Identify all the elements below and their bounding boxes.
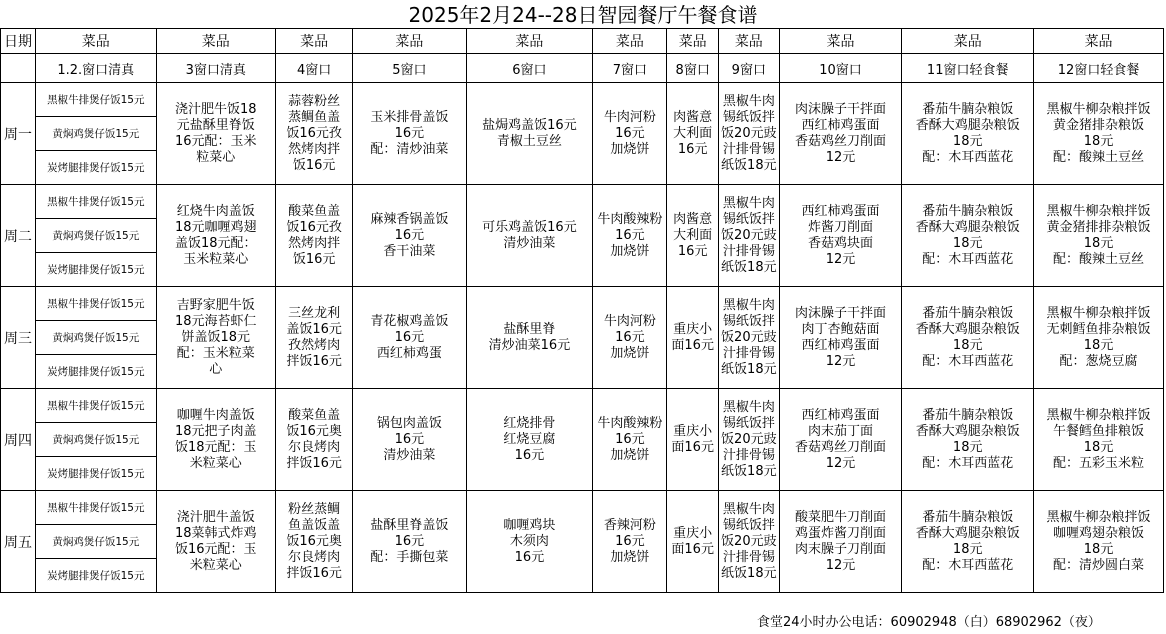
menu-line: 饭16元 [292, 157, 336, 173]
menu-line: 16元 [514, 447, 545, 463]
day-label: 周五 [1, 491, 36, 593]
window-header: 1.2.窗口清真 [36, 54, 157, 83]
menu-line: 汁排骨锡 [722, 549, 775, 565]
menu-line: 酸菜鱼盖 [288, 203, 341, 219]
menu-line: 面16元 [671, 439, 714, 455]
menu-line: 肉丁杏鲍菇面 [801, 321, 880, 337]
menu-cell [779, 287, 902, 389]
menu-cell [593, 287, 667, 389]
menu-line: 香菇鸡丝刀削面 [794, 133, 886, 149]
dish-header: 菜品 [276, 29, 353, 54]
menu-line: 锅包肉盖饭 [376, 415, 442, 431]
menu-line: 心 [209, 361, 223, 377]
menu-line: 拌饭16元 [286, 353, 342, 369]
fixed-item: 炭烤腿排煲仔饭15元 [36, 355, 157, 389]
date-header: 日期 [1, 29, 36, 54]
menu-cell [353, 83, 466, 185]
menu-line: 黄金猪排杂粮饭 [1053, 117, 1145, 133]
page-title: 2025年2月24--28日智园餐厅午餐食谱 [408, 3, 758, 27]
menu-line: 饭20元豉 [721, 329, 777, 345]
menu-line: 尔良烤肉 [288, 549, 341, 565]
menu-line: 16元 [677, 141, 708, 157]
menu-line: 饭20元豉 [721, 533, 777, 549]
dish-header: 菜品 [902, 29, 1034, 54]
menu-line: 汁排骨锡 [722, 345, 775, 361]
menu-line: 粒菜心 [196, 149, 236, 165]
menu-cell [779, 491, 902, 593]
menu-cell [353, 389, 466, 491]
menu-cell [718, 185, 779, 287]
menu-cell [1034, 389, 1164, 491]
menu-line: 饼盖饭18元 [181, 329, 251, 345]
menu-line: 饭20元豉 [721, 227, 777, 243]
menu-line: 18菜韩式炸鸡 [175, 525, 257, 541]
menu-cell [667, 83, 719, 185]
menu-line: 面16元 [671, 337, 714, 353]
menu-line: 配：酸辣土豆丝 [1053, 251, 1145, 267]
menu-line: 汁排骨锡 [722, 447, 775, 463]
menu-line: 配：木耳西蓝花 [922, 353, 1014, 369]
menu-cell [902, 83, 1034, 185]
dish-header: 菜品 [593, 29, 667, 54]
menu-line: 三丝龙利 [288, 305, 341, 321]
menu-line: 16元配：玉米 [175, 133, 257, 149]
menu-line: 加烧饼 [610, 549, 650, 565]
menu-line: 咖喱鸡块 [503, 517, 556, 533]
menu-cell [276, 389, 353, 491]
menu-line: 麻辣香锅盖饭 [370, 211, 449, 227]
menu-line: 配：清炒圆白菜 [1053, 557, 1145, 573]
fixed-item: 黄焖鸡煲仔饭15元 [36, 525, 157, 559]
menu-line: 16元 [514, 549, 545, 565]
menu-line: 肉末茄丁面 [807, 423, 873, 439]
menu-line: 配：木耳西蓝花 [922, 251, 1014, 267]
day-row [1, 389, 1164, 423]
menu-line: 盖饭18元配： [175, 235, 257, 251]
menu-line: 饭20元豉 [721, 125, 777, 141]
menu-line: 饭16元孜 [286, 219, 342, 235]
menu-line: 清炒油菜 [383, 447, 436, 463]
menu-line: 16元 [394, 227, 425, 243]
window-header: 5窗口 [353, 54, 466, 83]
menu-line: 黄金猪排排杂粮饭 [1046, 219, 1151, 235]
menu-line: 番茄牛腩杂粮饭 [922, 203, 1014, 219]
menu-line: 拌饭16元 [286, 565, 342, 581]
header-row [1, 29, 1164, 54]
menu-line: 18元把子肉盖 [175, 423, 257, 439]
menu-line: 重庆小 [673, 321, 713, 337]
menu-line: 16元 [394, 329, 425, 345]
window-header: 4窗口 [276, 54, 353, 83]
fixed-item: 炭烤腿排煲仔饭15元 [36, 457, 157, 491]
menu-line: 16元 [394, 431, 425, 447]
menu-line: 鸡蛋炸酱刀削面 [794, 525, 886, 541]
menu-line: 12元 [825, 557, 856, 573]
menu-cell [667, 389, 719, 491]
fixed-item: 黄焖鸡煲仔饭15元 [36, 219, 157, 253]
dish-header: 菜品 [779, 29, 902, 54]
menu-line: 黑椒牛肉 [722, 93, 775, 109]
menu-line: 纸饭18元 [721, 463, 777, 479]
menu-line: 香酥大鸡腿杂粮饭 [915, 423, 1020, 439]
menu-line: 浇汁肥牛盖饭 [176, 509, 255, 525]
window-header: 8窗口 [667, 54, 719, 83]
menu-line: 18元 [952, 133, 983, 149]
menu-line: 香酥大鸡腿杂粮饭 [915, 525, 1020, 541]
fixed-item: 黄焖鸡煲仔饭15元 [36, 117, 157, 151]
menu-line: 红烧排骨 [503, 415, 556, 431]
menu-line: 18元 [1083, 439, 1114, 455]
day-row [1, 83, 1164, 117]
menu-cell [156, 287, 275, 389]
menu-line: 配：葱烧豆腐 [1059, 353, 1138, 369]
dish-header: 菜品 [36, 29, 157, 54]
menu-line: 大利面 [673, 125, 713, 141]
menu-line: 饭16元奥 [286, 533, 342, 549]
menu-line: 加烧饼 [610, 447, 650, 463]
menu-line: 16元 [615, 329, 645, 345]
menu-line: 香辣河粉 [603, 517, 656, 533]
menu-line: 番茄牛腩杂粮饭 [922, 305, 1014, 321]
menu-cell [156, 185, 275, 287]
menu-cell [902, 389, 1034, 491]
menu-line: 16元 [615, 431, 645, 447]
menu-cell [718, 491, 779, 593]
menu-cell [593, 389, 667, 491]
menu-cell [353, 185, 466, 287]
menu-line: 黑椒牛肉 [722, 399, 775, 415]
menu-cell [779, 389, 902, 491]
menu-cell [902, 185, 1034, 287]
menu-line: 无刺鳕鱼排杂粮饭 [1046, 321, 1151, 337]
window-header: 9窗口 [718, 54, 779, 83]
menu-line: 粉丝蒸鲷 [288, 501, 341, 517]
day-row [1, 491, 1164, 525]
menu-line: 配：酸辣土豆丝 [1053, 149, 1145, 165]
fixed-item: 黑椒牛排煲仔饭15元 [36, 185, 157, 219]
menu-line: 锡纸饭拌 [722, 211, 775, 227]
menu-line: 米粒菜心 [189, 455, 242, 471]
menu-line: 然烤肉拌 [288, 235, 341, 251]
menu-cell [667, 287, 719, 389]
menu-line: 锡纸饭拌 [722, 313, 775, 329]
menu-line: 重庆小 [673, 525, 713, 541]
window-header-empty [1, 54, 36, 83]
menu-line: 12元 [825, 149, 856, 165]
fixed-item: 炭烤腿排煲仔饭15元 [36, 559, 157, 593]
menu-line: 肉沫臊子干拌面 [794, 305, 886, 321]
menu-line: 锡纸饭拌 [722, 109, 775, 125]
menu-line: 米粒菜心 [189, 557, 242, 573]
menu-line: 红烧牛肉盖饭 [176, 203, 255, 219]
menu-line: 蒸鲷鱼盖 [288, 109, 341, 125]
day-row [1, 287, 1164, 321]
menu-cell [593, 491, 667, 593]
menu-cell [276, 185, 353, 287]
window-header: 3窗口清真 [156, 54, 275, 83]
menu-line: 配：木耳西蓝花 [922, 149, 1014, 165]
day-label: 周二 [1, 185, 36, 287]
menu-cell [718, 287, 779, 389]
menu-line: 18元 [1083, 541, 1114, 557]
dish-header: 菜品 [156, 29, 275, 54]
menu-cell [353, 491, 466, 593]
menu-line: 西红柿鸡蛋 [376, 345, 442, 361]
menu-line: 蒜蓉粉丝 [288, 93, 341, 109]
menu-line: 饭18元配：玉 [175, 439, 257, 455]
menu-line: 12元 [825, 353, 856, 369]
menu-line: 浇汁肥牛饭18 [175, 101, 257, 117]
menu-cell [667, 491, 719, 593]
menu-line: 番茄牛腩杂粮饭 [922, 407, 1014, 423]
menu-cell [779, 83, 902, 185]
menu-line: 盐酥里脊盖饭 [370, 517, 449, 533]
menu-line: 拌饭16元 [286, 455, 342, 471]
menu-line: 饭16元孜 [286, 125, 342, 141]
menu-line: 18元 [1083, 337, 1114, 353]
menu-cell [1034, 83, 1164, 185]
menu-line: 配：五彩玉米粒 [1053, 455, 1145, 471]
menu-line: 西红柿鸡蛋面 [801, 407, 880, 423]
menu-line: 鱼盖饭盖 [288, 517, 341, 533]
day-label: 周四 [1, 389, 36, 491]
window-header: 12窗口轻食餐 [1034, 54, 1164, 83]
menu-cell [902, 491, 1034, 593]
fixed-item: 黄焖鸡煲仔饭15元 [36, 423, 157, 457]
window-header: 10窗口 [779, 54, 902, 83]
menu-line: 18元 [952, 439, 983, 455]
menu-line: 香酥大鸡腿杂粮饭 [915, 117, 1020, 133]
menu-cell [902, 287, 1034, 389]
menu-cell [156, 491, 275, 593]
menu-line: 12元 [825, 455, 856, 471]
menu-cell [593, 83, 667, 185]
menu-line: 青椒土豆丝 [496, 133, 562, 149]
window-header: 6窗口 [466, 54, 593, 83]
menu-line: 纸饭18元 [721, 565, 777, 581]
menu-line: 饭16元奥 [286, 423, 342, 439]
menu-line: 吉野家肥牛饭 [176, 297, 255, 313]
menu-line: 可乐鸡盖饭16元 [482, 219, 577, 235]
menu-line: 配：清炒油菜 [370, 141, 449, 157]
menu-line: 牛肉河粉 [603, 313, 656, 329]
menu-line: 清炒油菜 [503, 235, 556, 251]
menu-cell [667, 185, 719, 287]
menu-line: 锡纸饭拌 [722, 415, 775, 431]
menu-line: 面16元 [671, 541, 714, 557]
menu-cell [1034, 185, 1164, 287]
menu-cell [593, 185, 667, 287]
menu-line: 西红柿鸡蛋面 [801, 337, 880, 353]
menu-table [0, 28, 1164, 593]
menu-line: 18元 [952, 541, 983, 557]
menu-line: 配：手撕包菜 [370, 549, 449, 565]
menu-line: 玉米排骨盖饭 [370, 109, 449, 125]
menu-line: 16元 [615, 125, 645, 141]
menu-cell [156, 83, 275, 185]
menu-line: 盐酥里脊 [503, 321, 556, 337]
menu-line: 香酥大鸡腿杂粮饭 [915, 321, 1020, 337]
menu-cell [466, 491, 593, 593]
fixed-item: 炭烤腿排煲仔饭15元 [36, 253, 157, 287]
menu-line: 饭20元豉 [721, 431, 777, 447]
menu-line: 红烧豆腐 [503, 431, 556, 447]
dish-header: 菜品 [667, 29, 719, 54]
menu-cell [466, 389, 593, 491]
menu-line: 元盐酥里脊饭 [176, 117, 255, 133]
menu-line: 大利面 [673, 227, 713, 243]
menu-line: 16元 [394, 533, 425, 549]
menu-cell [1034, 287, 1164, 389]
menu-line: 番茄牛腩杂粮饭 [922, 509, 1014, 525]
fixed-item: 黑椒牛排煲仔饭15元 [36, 389, 157, 423]
menu-line: 木须肉 [509, 533, 549, 549]
menu-line: 香菇鸡丝刀削面 [794, 439, 886, 455]
menu-line: 饭16元配：玉 [175, 541, 257, 557]
menu-line: 西红柿鸡蛋面 [801, 117, 880, 133]
menu-line: 黑椒牛柳杂粮拌饭 [1046, 305, 1151, 321]
menu-line: 西红柿鸡蛋面 [801, 203, 880, 219]
menu-line: 黑椒牛肉 [722, 195, 775, 211]
menu-line: 16元 [615, 533, 645, 549]
menu-line: 锡纸饭拌 [722, 517, 775, 533]
menu-line: 黑椒牛柳杂粮拌饭 [1046, 509, 1151, 525]
menu-line: 18元海苔虾仁 [175, 313, 257, 329]
menu-line: 12元 [825, 251, 856, 267]
window-header: 7窗口 [593, 54, 667, 83]
fixed-item: 黄焖鸡煲仔饭15元 [36, 321, 157, 355]
menu-cell [276, 491, 353, 593]
menu-line: 配：木耳西蓝花 [922, 455, 1014, 471]
menu-line: 黑椒牛肉 [722, 297, 775, 313]
menu-line: 肉沫臊子干拌面 [794, 101, 886, 117]
menu-line: 肉酱意 [673, 211, 713, 227]
menu-line: 玉米粒菜心 [183, 251, 249, 267]
menu-line: 加烧饼 [610, 345, 650, 361]
dish-header: 菜品 [466, 29, 593, 54]
menu-line: 清炒油菜16元 [488, 337, 571, 353]
menu-line: 黑椒牛柳杂粮拌饭 [1046, 407, 1151, 423]
menu-line: 16元 [394, 125, 425, 141]
dish-header: 菜品 [1034, 29, 1164, 54]
menu-line: 18元 [1083, 235, 1114, 251]
menu-cell [718, 389, 779, 491]
menu-line: 午餐鳕鱼排粮饭 [1053, 423, 1145, 439]
menu-line: 18元咖喱鸡翅 [175, 219, 257, 235]
menu-line: 18元 [1083, 133, 1114, 149]
day-row [1, 185, 1164, 219]
menu-line: 孜然烤肉 [288, 337, 341, 353]
menu-line: 肉末臊子刀削面 [794, 541, 886, 557]
menu-line: 纸饭18元 [721, 157, 777, 173]
menu-line: 酸菜鱼盖 [288, 407, 341, 423]
menu-line: 饭16元 [292, 251, 336, 267]
menu-line: 酸菜肥牛刀削面 [794, 509, 886, 525]
menu-line: 盐焗鸡盖饭16元 [482, 117, 577, 133]
menu-line: 咖喱鸡翅杂粮饭 [1053, 525, 1145, 541]
menu-line: 牛肉酸辣粉 [597, 415, 663, 431]
menu-cell [466, 83, 593, 185]
menu-line: 黑椒牛柳杂粮拌饭 [1046, 203, 1151, 219]
menu-cell [276, 287, 353, 389]
menu-line: 盖饭16元 [286, 321, 342, 337]
menu-line: 18元 [952, 337, 983, 353]
menu-cell [276, 83, 353, 185]
fixed-item: 炭烤腿排煲仔饭15元 [36, 151, 157, 185]
menu-line: 咖喱牛肉盖饭 [176, 407, 255, 423]
menu-line: 香酥大鸡腿杂粮饭 [915, 219, 1020, 235]
menu-cell [1034, 491, 1164, 593]
menu-line: 香干油菜 [383, 243, 436, 259]
menu-cell [718, 83, 779, 185]
fixed-item: 黑椒牛排煲仔饭15元 [36, 287, 157, 321]
window-row [1, 54, 1164, 83]
menu-line: 加烧饼 [610, 243, 650, 259]
menu-line: 牛肉酸辣粉 [597, 211, 663, 227]
menu-line: 番茄牛腩杂粮饭 [922, 101, 1014, 117]
menu-line: 配：玉米粒菜 [176, 345, 255, 361]
menu-line: 配：木耳西蓝花 [922, 557, 1014, 573]
menu-line: 18元 [952, 235, 983, 251]
menu-line: 青花椒鸡盖饭 [370, 313, 449, 329]
menu-line: 16元 [677, 243, 708, 259]
footer-phone: 食堂24小时办公电话：60902948（白）68902962（夜） [757, 615, 1101, 630]
menu-line: 重庆小 [673, 423, 713, 439]
menu-line: 加烧饼 [610, 141, 650, 157]
menu-cell [466, 287, 593, 389]
menu-line: 纸饭18元 [721, 259, 777, 275]
menu-line: 汁排骨锡 [722, 243, 775, 259]
menu-line: 然烤肉拌 [288, 141, 341, 157]
window-header: 11窗口轻食餐 [902, 54, 1034, 83]
menu-line: 纸饭18元 [721, 361, 777, 377]
menu-line: 汁排骨锡 [722, 141, 775, 157]
menu-line: 肉酱意 [673, 109, 713, 125]
menu-line: 16元 [615, 227, 645, 243]
menu-line: 香菇鸡块面 [807, 235, 873, 251]
dish-header: 菜品 [353, 29, 466, 54]
menu-line: 黑椒牛肉 [722, 501, 775, 517]
day-label: 周三 [1, 287, 36, 389]
menu-line: 尔良烤肉 [288, 439, 341, 455]
menu-cell [779, 185, 902, 287]
menu-line: 炸酱刀削面 [807, 219, 873, 235]
menu-cell [466, 185, 593, 287]
menu-cell [156, 389, 275, 491]
menu-line: 黑椒牛柳杂粮拌饭 [1046, 101, 1151, 117]
day-label: 周一 [1, 83, 36, 185]
menu-line: 牛肉河粉 [603, 109, 656, 125]
fixed-item: 黑椒牛排煲仔饭15元 [36, 83, 157, 117]
dish-header: 菜品 [718, 29, 779, 54]
menu-cell [353, 287, 466, 389]
fixed-item: 黑椒牛排煲仔饭15元 [36, 491, 157, 525]
